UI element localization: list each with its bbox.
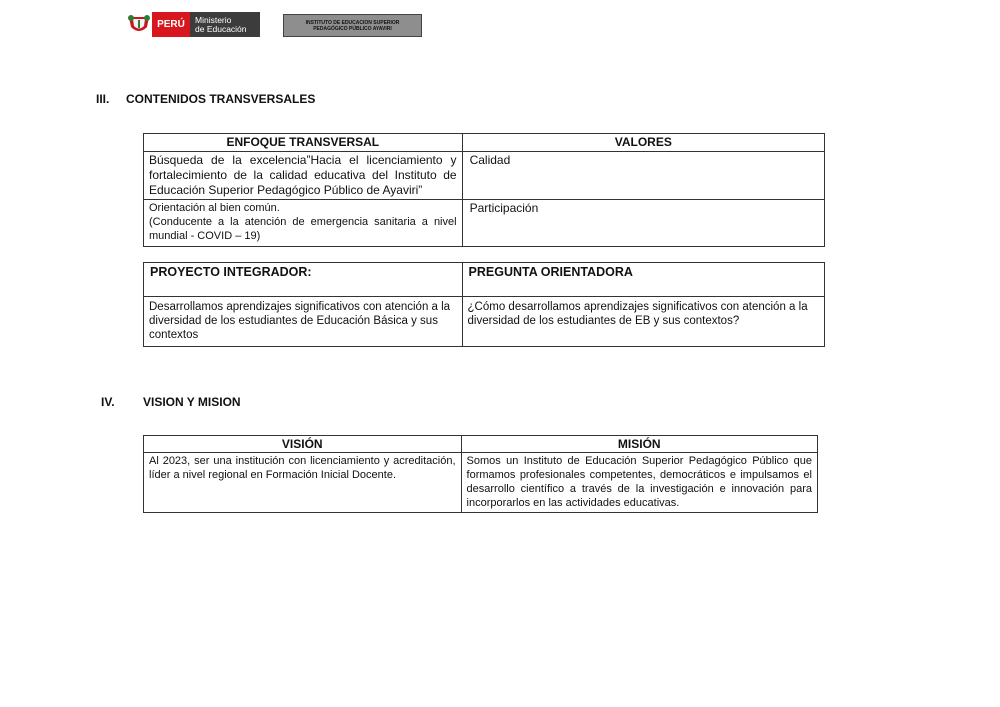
institute-line1: INSTITUTO DE EDUCACION SUPERIOR [305, 19, 400, 26]
enfoque-transversal-table [143, 133, 825, 247]
table-row [144, 200, 825, 247]
ministry-logo [190, 12, 260, 37]
peru-coat-of-arms-icon [127, 13, 151, 35]
enfoque-cell [144, 200, 463, 247]
ministry-line1: Ministerio [195, 14, 232, 25]
proyecto-cell: Desarrollamos aprendizajes significativos con atención a la diversidad de los estudiantes de Educación Básica y sus contextos [144, 297, 463, 347]
proyecto-integrador-table [143, 262, 825, 347]
section-3-number: III. [96, 92, 110, 106]
enfoque-header: ENFOQUE TRANSVERSAL [144, 134, 463, 152]
ministry-line2: de Educación [195, 23, 247, 34]
section-4-title: VISION Y MISION [143, 395, 241, 409]
vision-header: VISIÓN [144, 436, 462, 453]
peru-logo [152, 12, 190, 37]
valor-cell: Participación [462, 200, 824, 247]
mision-header: MISIÓN [461, 436, 817, 453]
section-4-number: IV. [101, 395, 115, 409]
valores-header: VALORES [462, 134, 824, 152]
vision-mision-table [143, 435, 818, 513]
vision-cell: Al 2023, ser una institución con licenciamiento y acreditación, líder a nivel regional en Formación Inicial Docente. [144, 453, 462, 513]
section-3-title: CONTENIDOS TRANSVERSALES [126, 92, 316, 106]
peru-label: PERÚ [157, 19, 185, 30]
enfoque-text: Búsqueda de la excelencia”Hacia el licenciamiento y fortalecimiento de la calidad educativa del Instituto de Educación Superior Pedagógico Público de Ayaviri” [149, 153, 457, 197]
enfoque-cell [144, 152, 463, 200]
section-3-heading [96, 92, 315, 106]
pregunta-header: PREGUNTA ORIENTADORA [462, 263, 824, 297]
enfoque-text-line1: Orientación al bien común. [149, 202, 280, 214]
section-4-heading [101, 395, 241, 409]
pregunta-cell: ¿Cómo desarrollamos aprendizajes significativos con atención a la diversidad de los estudiantes de EB y sus contextos? [462, 297, 824, 347]
institute-line2: PEDAGÓGICO PÚBLICO AYAVIRI [313, 25, 392, 32]
valor-cell: Calidad [462, 152, 824, 200]
enfoque-text-line2: (Conducente a la atención de emergencia sanitaria a nivel mundial - COVID – 19) [149, 216, 457, 242]
proyecto-header: PROYECTO INTEGRADOR: [144, 263, 463, 297]
table-row [144, 453, 818, 513]
table-row [144, 297, 825, 347]
table-row [144, 152, 825, 200]
mision-cell: Somos un Instituto de Educación Superior Pedagógico Público que formamos profesionales competentes, democráticos e impulsamos el desarrollo científico a través de la investigación e innovación para incorporarlos en las actividades educativas. [461, 453, 817, 513]
institute-banner [283, 14, 422, 37]
